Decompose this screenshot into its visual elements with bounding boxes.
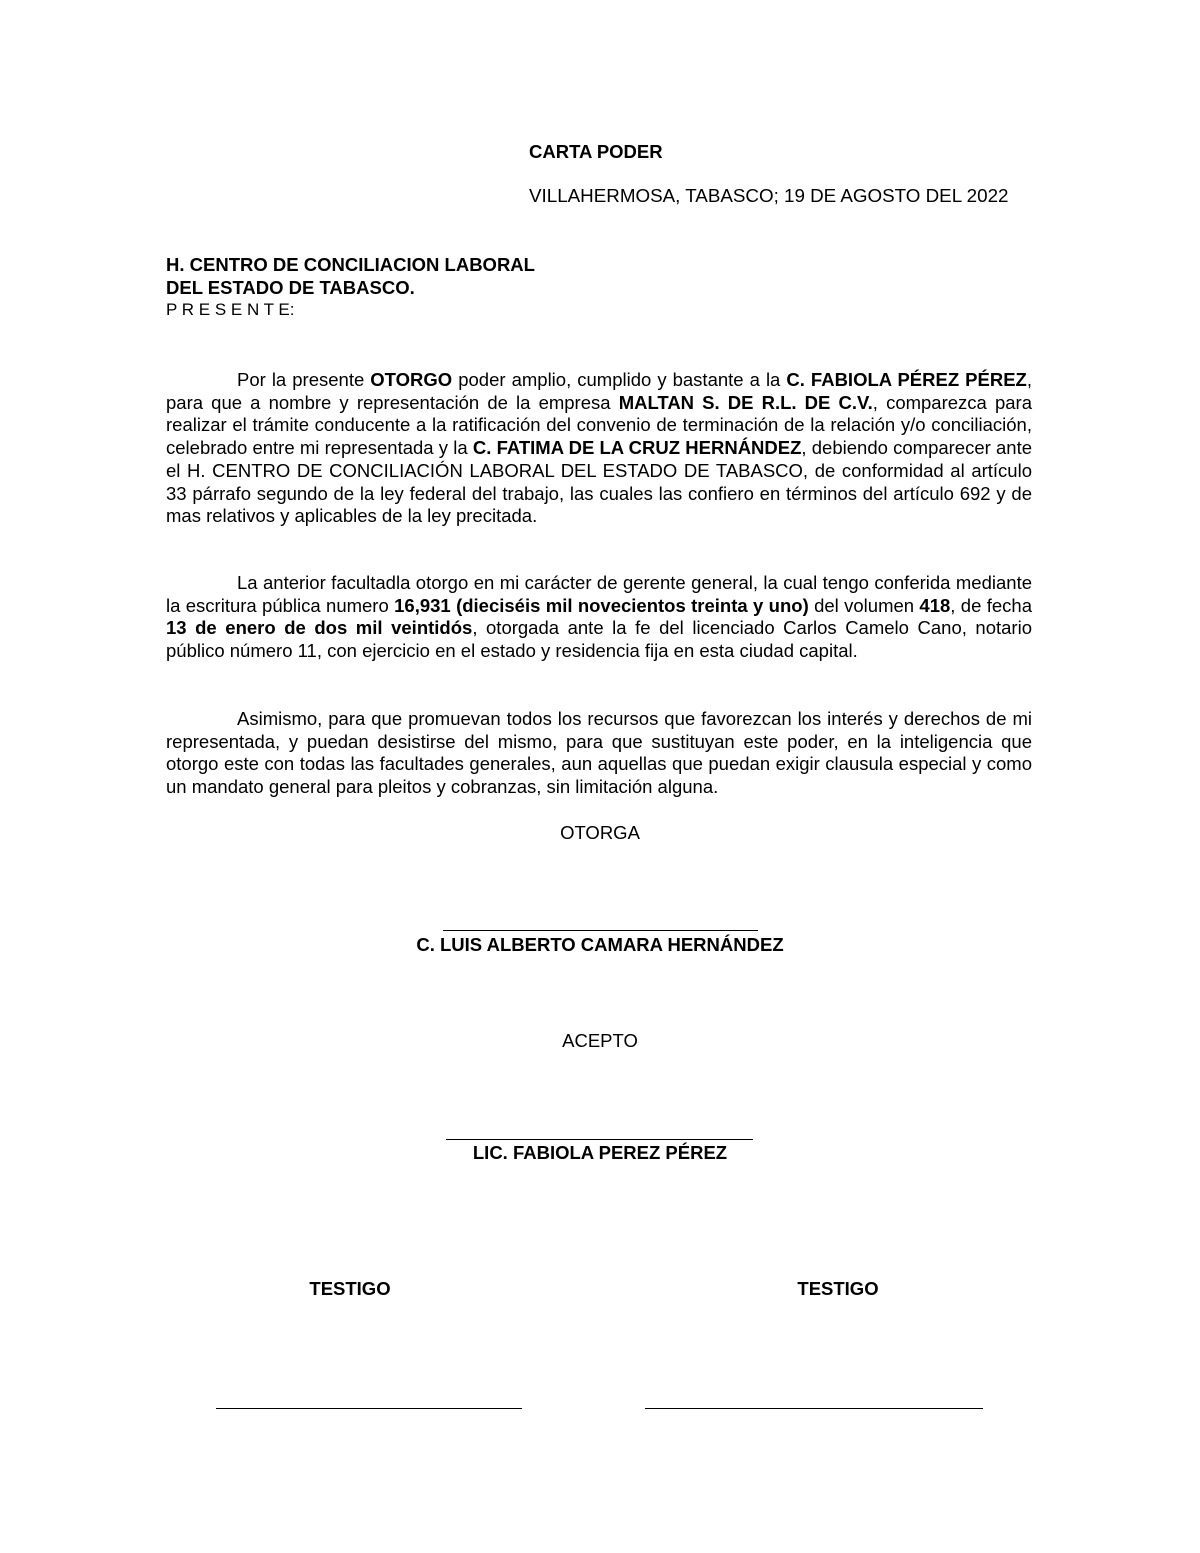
grantor-label: OTORGA xyxy=(560,822,640,843)
addressee-line-2: DEL ESTADO DE TABASCO. xyxy=(166,277,415,298)
acceptor-name: LIC. FABIOLA PEREZ PÉREZ xyxy=(472,1142,728,1163)
witness-right-signature-line xyxy=(645,1408,983,1409)
acceptor-label: ACEPTO xyxy=(562,1030,638,1051)
paragraph-granting-power: Por la presente OTORGO poder amplio, cumplido y bastante a la C. FABIOLA PÉREZ PÉREZ, para que a nombre y representación de la empresa MALTAN S. DE R.L. DE C.V., comparezca para realizar el trámite conducente a la ratificación del convenio de terminación de la relación y/o conciliación, celebrado entre mi representada y la C. FATIMA DE LA CRUZ HERNÁNDEZ, debiendo comparecer ante el H. CENTRO DE CONCILIACIÓN LABORAL DEL ESTADO DE TABASCO, de conformidad al artículo 33 párrafo segundo de la ley federal del trabajo, las cuales las confiero en términos del artículo 692 y de mas relativos y aplicables de la ley precitada. xyxy=(166,369,1033,527)
addressee-line-1: H. CENTRO DE CONCILIACION LABORAL xyxy=(166,254,535,275)
addressee-presente: P R E S E N T E: xyxy=(166,300,295,319)
witness-left-signature-line xyxy=(216,1408,522,1409)
witness-left-label: TESTIGO xyxy=(309,1278,391,1299)
paragraph-faculties: Asimismo, para que promuevan todos los recursos que favorezcan los interés y derechos de mi representada, y puedan desistirse del mismo, para que sustituyan este poder, en la inteligencia que otorgo este con todas las facultades generales, aun aquellas que puedan exigir clausula especial y como un mandato general para pleitos y cobranzas, sin limitación alguna. xyxy=(166,708,1032,798)
witness-right-label: TESTIGO xyxy=(797,1278,879,1299)
grantor-signature-line xyxy=(443,930,758,931)
place-date: VILLAHERMOSA, TABASCO; 19 DE AGOSTO DEL 2022 xyxy=(529,185,1009,206)
document-title: CARTA PODER xyxy=(529,141,663,162)
acceptor-signature-line xyxy=(446,1139,753,1140)
grantor-name: C. LUIS ALBERTO CAMARA HERNÁNDEZ xyxy=(416,934,784,955)
paragraph-authority: La anterior facultadla otorgo en mi carácter de gerente general, la cual tengo conferida mediante la escritura pública numero 16,931 (dieciséis mil novecientos treinta y uno) del volumen 418, de fecha 13 de enero de dos mil veintidós, otorgada ante la fe del licenciado Carlos Camelo Cano, notario público número 11, con ejercicio en el estado y residencia fija en esta ciudad capital. xyxy=(166,572,1032,662)
